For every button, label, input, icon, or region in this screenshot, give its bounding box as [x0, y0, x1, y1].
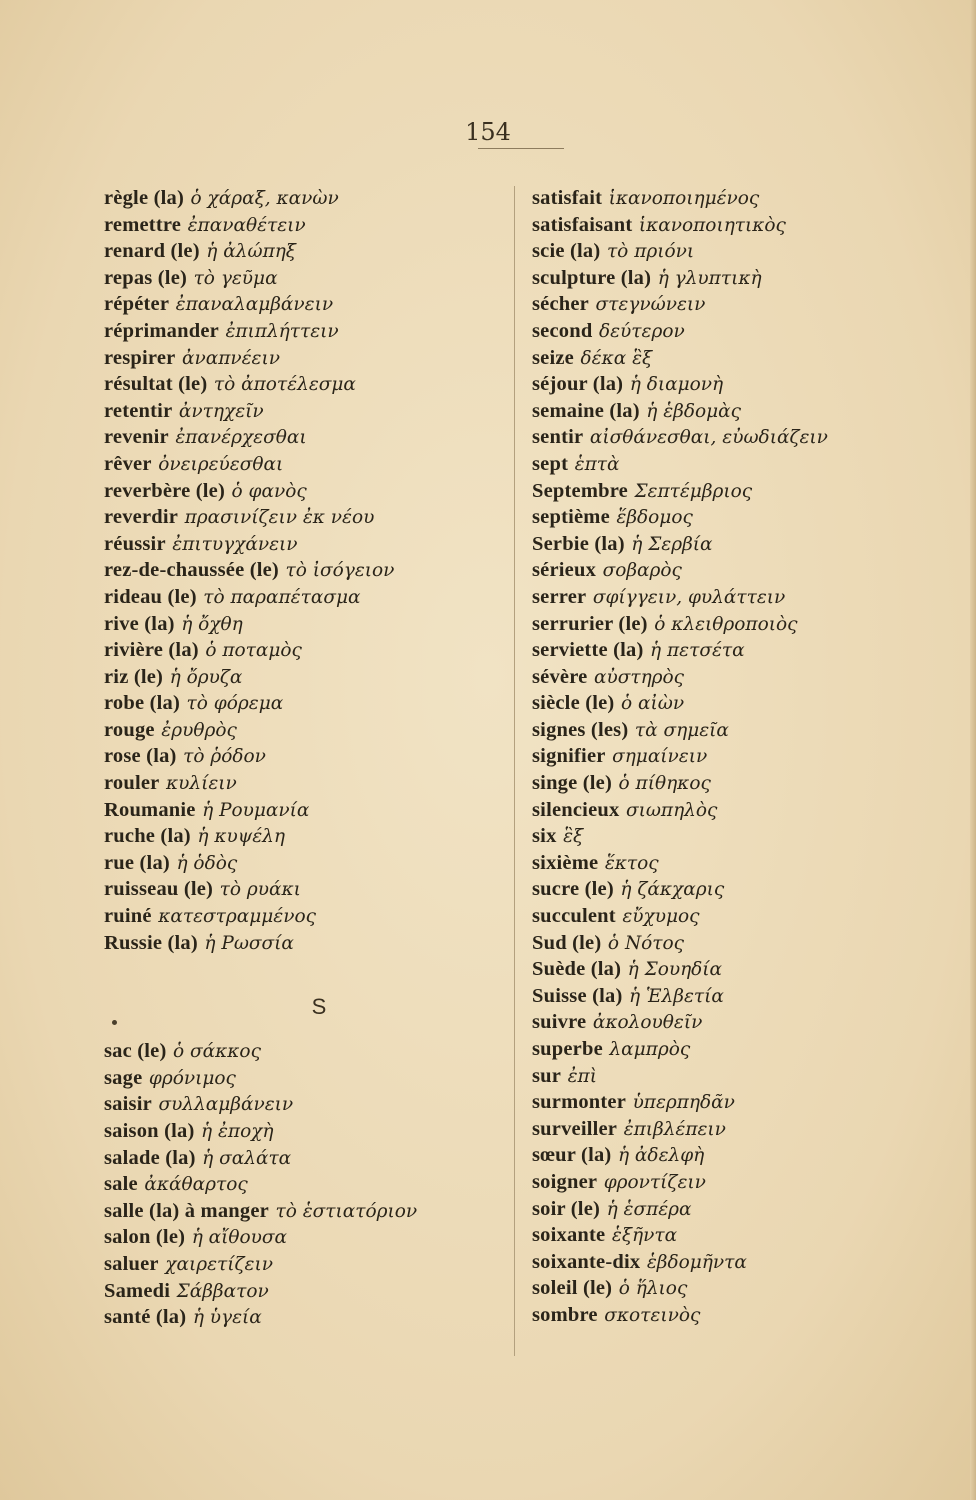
entries-r-group	[104, 184, 504, 955]
entry-translation: ἡ ζάκχαρις	[620, 879, 725, 901]
dictionary-entry	[532, 450, 952, 477]
page-edge-shadow	[970, 0, 976, 1500]
entry-headword: sur	[532, 1064, 562, 1087]
entry-translation: ἡ ὄχθη	[181, 613, 243, 635]
entry-headword: Serbie (la)	[532, 532, 625, 555]
entry-headword: surveiller	[532, 1117, 618, 1140]
entry-headword: ruche (la)	[104, 825, 191, 848]
entry-headword: rive (la)	[104, 612, 175, 635]
entry-translation: δέκα ἓξ	[580, 347, 653, 369]
entry-translation: ἡ ἀλώπηξ	[206, 241, 296, 263]
dictionary-entry	[532, 689, 952, 716]
entry-headword: serrurier (le)	[532, 612, 648, 635]
entry-headword: semaine (la)	[532, 399, 640, 422]
dictionary-entry	[104, 769, 504, 796]
entry-headword: retentir	[104, 399, 173, 422]
dictionary-entry	[104, 875, 504, 902]
entry-translation: ἡ αἴθουσα	[191, 1227, 288, 1249]
entry-translation: Σάββατον	[176, 1280, 269, 1302]
dictionary-entry	[532, 556, 952, 583]
dictionary-entry	[532, 716, 952, 743]
entry-headword: second	[532, 319, 593, 342]
entry-translation: ὁ κλειθροποιὸς	[654, 613, 798, 635]
dictionary-entry	[104, 663, 504, 690]
entry-translation: τὸ γεῦμα	[193, 267, 278, 289]
entry-headword: rouler	[104, 772, 160, 795]
entry-headword: soixante	[532, 1224, 606, 1247]
entry-translation: ὁ χάραξ, κανὼν	[190, 188, 339, 209]
dictionary-entry	[104, 423, 504, 450]
entry-headword: serrer	[532, 585, 587, 608]
dictionary-entry	[104, 822, 504, 849]
entry-headword: sept	[532, 452, 569, 475]
dictionary-entry	[532, 1301, 952, 1328]
section-gap	[104, 955, 504, 977]
entry-translation: ἀντηχεῖν	[178, 400, 264, 422]
entry-translation: ἡ ἐποχὴ	[201, 1121, 274, 1142]
entry-translation: κατεστραμμένος	[158, 906, 316, 928]
dictionary-entry	[532, 290, 952, 317]
entry-headword: respirer	[104, 346, 176, 369]
entry-translation: ἑπτὰ	[574, 453, 620, 475]
entry-translation: ἡ ἑβδομὰς	[646, 400, 742, 422]
entry-headword: sécher	[532, 293, 589, 316]
dictionary-entry	[104, 1250, 504, 1277]
entry-translation: ἡ Σερβία	[631, 533, 713, 555]
dictionary-entry	[104, 716, 504, 743]
entry-headword: répéter	[104, 293, 170, 316]
entry-translation: ἡ σαλάτα	[202, 1147, 292, 1169]
entry-translation: ὑπερπηδᾶν	[632, 1092, 735, 1114]
dictionary-entry	[104, 902, 504, 929]
entry-headword: renard (le)	[104, 240, 200, 263]
dictionary-entry	[104, 237, 504, 264]
entries-s-continued-group	[532, 184, 952, 1328]
entry-headword: serviette (la)	[532, 639, 644, 662]
dictionary-entry	[104, 184, 504, 211]
dictionary-entry	[532, 423, 952, 450]
dictionary-entry	[532, 769, 952, 796]
entry-headword: repas (le)	[104, 266, 188, 289]
entry-headword: règle (la)	[104, 187, 184, 209]
entry-translation: κυλίειν	[166, 773, 237, 795]
entry-headword: sucre (le)	[532, 878, 614, 901]
entry-translation: ἡ Ρουμανία	[202, 799, 310, 821]
dictionary-entry	[532, 636, 952, 663]
dictionary-entry	[532, 1062, 952, 1089]
dictionary-entry	[532, 397, 952, 424]
entry-headword: soigner	[532, 1170, 598, 1193]
left-column	[104, 184, 504, 1330]
dictionary-entry	[532, 1141, 952, 1168]
dictionary-entry	[532, 370, 952, 397]
entry-translation: ὀνειρεύεσθαι	[158, 453, 284, 475]
entry-translation: τὸ ἰσόγειον	[285, 560, 395, 582]
entry-translation: αἰσθάνεσθαι, εὐωδιάζειν	[589, 427, 828, 449]
entry-headword: superbe	[532, 1038, 603, 1060]
dictionary-entry	[104, 397, 504, 424]
entry-translation: σιωπηλὸς	[625, 799, 718, 821]
column-divider	[514, 186, 515, 1356]
entry-translation: ἡ πετσέτα	[650, 640, 745, 662]
entry-headword: sage	[104, 1066, 143, 1089]
entry-headword: seize	[532, 346, 574, 369]
entry-translation: ἀναπνέειν	[181, 347, 280, 369]
dictionary-entry	[532, 1115, 952, 1142]
dictionary-entry	[104, 530, 504, 557]
entry-translation: ἡ ἑσπέρα	[606, 1198, 692, 1220]
dictionary-entry	[104, 1117, 504, 1144]
dictionary-entry	[104, 610, 504, 637]
entry-translation: ὁ αἰὼν	[620, 693, 685, 715]
entry-translation: στεγνώνειν	[595, 294, 706, 316]
entry-translation: ἡ Ρωσσία	[204, 932, 294, 954]
entry-translation: ὁ φανὸς	[231, 480, 307, 502]
entry-translation: τὸ ἑστιατόριον	[275, 1200, 418, 1222]
dictionary-entry	[532, 955, 952, 982]
entry-headword: ruisseau (le)	[104, 878, 214, 901]
dictionary-entry	[104, 1090, 504, 1117]
dictionary-entry	[532, 610, 952, 637]
dictionary-entry	[532, 849, 952, 876]
dictionary-entry	[532, 1088, 952, 1115]
dictionary-entry	[104, 1170, 504, 1197]
entry-translation: ἡ διαμονὴ	[629, 374, 724, 396]
page-number-rule	[478, 148, 564, 149]
entry-headword: Suisse (la)	[532, 984, 623, 1007]
entry-headword: septième	[532, 506, 610, 529]
entry-headword: riz (le)	[104, 665, 164, 688]
entry-translation: τὸ φόρεμα	[186, 693, 284, 715]
entry-headword: saluer	[104, 1252, 159, 1275]
entry-headword: Septembre	[532, 479, 628, 502]
entry-headword: reverbère (le)	[104, 479, 225, 502]
section-letter-heading: S	[311, 994, 327, 1020]
entry-headword: Sud (le)	[532, 931, 602, 954]
entry-headword: résultat (le)	[104, 373, 208, 396]
entry-translation: ἡ Σουηδία	[627, 959, 723, 981]
entry-translation: σκοτεινὸς	[604, 1304, 701, 1326]
dictionary-entry	[532, 796, 952, 823]
entry-translation: σημαίνειν	[612, 746, 708, 768]
entry-translation: τὸ πριόνι	[606, 241, 695, 263]
dictionary-entry	[532, 317, 952, 344]
entry-translation: ἀκάθαρτος	[144, 1174, 248, 1196]
entry-translation: ἐπιπλήττειν	[225, 320, 339, 342]
dictionary-entry	[532, 264, 952, 291]
entries-s-group	[104, 1037, 504, 1330]
dictionary-entry	[532, 875, 952, 902]
entry-translation: συλλαμβάνειν	[158, 1094, 294, 1116]
dictionary-entry	[532, 1221, 952, 1248]
dictionary-entry	[104, 929, 504, 956]
entry-headword: sac (le)	[104, 1040, 167, 1063]
right-column	[532, 184, 952, 1328]
entry-headword: succulent	[532, 905, 616, 928]
entry-translation: δεύτερον	[598, 320, 685, 342]
dictionary-entry	[104, 689, 504, 716]
entry-headword: saison (la)	[104, 1120, 195, 1142]
entry-headword: séjour (la)	[532, 373, 624, 396]
dictionary-entry	[532, 822, 952, 849]
entry-translation: ἕκτος	[604, 852, 659, 874]
entry-translation: ἀκολουθεῖν	[592, 1012, 703, 1034]
dictionary-entry	[532, 583, 952, 610]
entry-translation: ἡ ὑγεία	[192, 1307, 262, 1329]
entry-headword: revenir	[104, 426, 169, 449]
dictionary-entry	[104, 1064, 504, 1091]
dictionary-entry	[532, 211, 952, 238]
entry-translation: φροντίζειν	[603, 1171, 706, 1193]
entry-headword: salle (la) à manger	[104, 1199, 269, 1222]
entry-headword: Roumanie	[104, 798, 196, 821]
entry-headword: saisir	[104, 1093, 152, 1116]
entry-headword: rose (la)	[104, 745, 177, 768]
dictionary-entry	[532, 1168, 952, 1195]
entry-headword: sombre	[532, 1303, 598, 1326]
dictionary-entry	[104, 211, 504, 238]
dictionary-entry	[532, 902, 952, 929]
entry-headword: siècle (le)	[532, 692, 615, 715]
entry-translation: ὁ Νότος	[607, 932, 684, 954]
page-number: 154	[465, 118, 511, 146]
dictionary-entry	[104, 1303, 504, 1330]
entry-translation: ἐρυθρὸς	[161, 719, 237, 741]
entry-translation: ἱκανοποιημένος	[608, 188, 760, 209]
entry-translation: σφίγγειν, φυλάττειν	[592, 586, 786, 608]
entry-translation: τὸ ῥόδον	[183, 746, 266, 768]
entry-headword: santé (la)	[104, 1306, 187, 1329]
entry-headword: rivière (la)	[104, 639, 199, 662]
dictionary-entry	[532, 1248, 952, 1275]
entry-headword: Russie (la)	[104, 931, 198, 954]
entry-headword: suivre	[532, 1011, 587, 1034]
entry-headword: rouge	[104, 718, 155, 741]
entry-headword: satisfaisant	[532, 213, 633, 236]
entry-translation: ἐπιβλέπειν	[623, 1118, 726, 1140]
entry-translation: ἡ ὁδὸς	[176, 852, 238, 874]
entry-translation: εὔχυμος	[622, 906, 700, 928]
entry-translation: χαιρετίζειν	[165, 1253, 273, 1275]
entry-headword: soleil (le)	[532, 1277, 613, 1300]
entry-headword: salon (le)	[104, 1226, 186, 1249]
dictionary-entry	[104, 636, 504, 663]
entry-headword: sérieux	[532, 559, 597, 582]
dictionary-entry	[532, 1195, 952, 1222]
entry-translation: τὸ ἀποτέλεσμα	[213, 374, 356, 396]
dictionary-entry	[532, 503, 952, 530]
dictionary-entry	[104, 1223, 504, 1250]
entry-translation: ἕβδομος	[616, 507, 693, 529]
dictionary-entry	[104, 450, 504, 477]
entry-translation: τὸ ρυάκι	[219, 879, 301, 901]
dictionary-entry	[532, 663, 952, 690]
entry-headword: sœur (la)	[532, 1144, 612, 1167]
entry-translation: αὐστηρὸς	[593, 666, 685, 688]
entry-headword: réprimander	[104, 319, 219, 342]
dictionary-entry	[532, 982, 952, 1009]
entry-translation: ἡ Ἑλβετία	[629, 985, 724, 1007]
dictionary-entry	[104, 503, 504, 530]
dictionary-entry	[104, 1037, 504, 1064]
entry-headword: sculpture (la)	[532, 266, 652, 289]
dictionary-entry	[532, 1274, 952, 1301]
entry-translation: ἓξ	[563, 826, 584, 848]
dictionary-entry	[104, 1277, 504, 1304]
entry-headword: robe (la)	[104, 692, 181, 715]
entry-headword: sentir	[532, 426, 584, 449]
entry-headword: scie (la)	[532, 240, 601, 263]
dictionary-entry	[104, 742, 504, 769]
entry-translation: ἐπαναθέτειν	[187, 214, 306, 236]
entry-headword: soixante-dix	[532, 1250, 641, 1273]
dictionary-entry	[532, 1008, 952, 1035]
entry-headword: rideau (le)	[104, 585, 197, 608]
entry-translation: ὁ ποταμὸς	[205, 640, 302, 662]
entry-translation: τὰ σημεῖα	[634, 719, 729, 741]
entry-headword: rêver	[104, 452, 152, 475]
dictionary-entry	[104, 583, 504, 610]
entry-translation: σοβαρὸς	[602, 560, 682, 582]
entry-headword: reverdir	[104, 506, 179, 529]
entry-translation: ἡ γλυπτικὴ	[657, 267, 762, 289]
entry-translation: ἡ κυψέλη	[197, 826, 285, 848]
entry-headword: ruiné	[104, 905, 152, 928]
dictionary-entry	[104, 264, 504, 291]
dictionary-entry	[104, 849, 504, 876]
dictionary-entry	[532, 477, 952, 504]
entry-translation: ἡ ἀδελφὴ	[617, 1145, 705, 1167]
entry-translation: ἑξῆντα	[611, 1225, 678, 1247]
dictionary-entry	[532, 237, 952, 264]
entry-headword: satisfait	[532, 187, 603, 209]
entry-headword: réussir	[104, 532, 166, 555]
entry-headword: sale	[104, 1173, 138, 1196]
entry-translation: ἐπὶ	[567, 1065, 597, 1087]
entry-headword: salade (la)	[104, 1146, 196, 1169]
entry-headword: soir (le)	[532, 1197, 601, 1220]
entry-headword: six	[532, 825, 557, 848]
dictionary-entry	[104, 1197, 504, 1224]
entry-translation: ἐπιτυγχάνειν	[172, 533, 298, 555]
entry-translation: ὁ σάκκος	[173, 1041, 261, 1063]
entry-translation: Σεπτέμβριος	[634, 480, 753, 502]
dictionary-entry	[532, 929, 952, 956]
entry-headword: Samedi	[104, 1279, 171, 1302]
entry-headword: signifier	[532, 745, 606, 768]
printer-mark	[112, 1020, 117, 1025]
dictionary-entry	[104, 796, 504, 823]
entry-translation: τὸ παραπέτασμα	[203, 586, 361, 608]
entry-translation: λαμπρὸς	[609, 1039, 691, 1060]
entry-translation: ἱκανοποιητικὸς	[638, 214, 786, 236]
entry-translation: ὁ πίθηκος	[618, 773, 711, 795]
entry-translation: ἡ ὄρυζα	[169, 666, 243, 688]
entry-headword: Suède (la)	[532, 958, 622, 981]
entry-translation: πρασινίζειν ἐκ νέου	[184, 507, 375, 529]
entry-translation: ἐπαναλαμβάνειν	[175, 294, 334, 316]
dictionary-entry	[104, 317, 504, 344]
dictionary-entry	[104, 290, 504, 317]
dictionary-entry	[104, 344, 504, 371]
entry-headword: remettre	[104, 213, 182, 236]
entry-headword: silencieux	[532, 798, 620, 821]
entry-headword: signes (les)	[532, 718, 629, 741]
dictionary-entry	[532, 530, 952, 557]
entry-headword: rue (la)	[104, 851, 170, 874]
dictionary-entry	[104, 1144, 504, 1171]
dictionary-entry	[532, 184, 952, 211]
dictionary-entry	[104, 477, 504, 504]
entry-translation: ἐπανέρχεσθαι	[175, 427, 307, 449]
dictionary-entry	[532, 742, 952, 769]
dictionary-entry	[532, 1035, 952, 1062]
dictionary-entry	[104, 370, 504, 397]
dictionary-entry	[532, 344, 952, 371]
entry-translation: ὁ ἥλιος	[618, 1278, 688, 1300]
entry-translation: ἑβδομῆντα	[646, 1251, 747, 1273]
entry-headword: surmonter	[532, 1091, 627, 1114]
entry-headword: sixième	[532, 851, 599, 874]
dictionary-entry	[104, 556, 504, 583]
entry-headword: sévère	[532, 665, 588, 688]
entry-headword: rez-de-chaussée (le)	[104, 559, 279, 582]
entry-translation: φρόνιμος	[148, 1067, 236, 1089]
entry-headword: singe (le)	[532, 772, 612, 795]
